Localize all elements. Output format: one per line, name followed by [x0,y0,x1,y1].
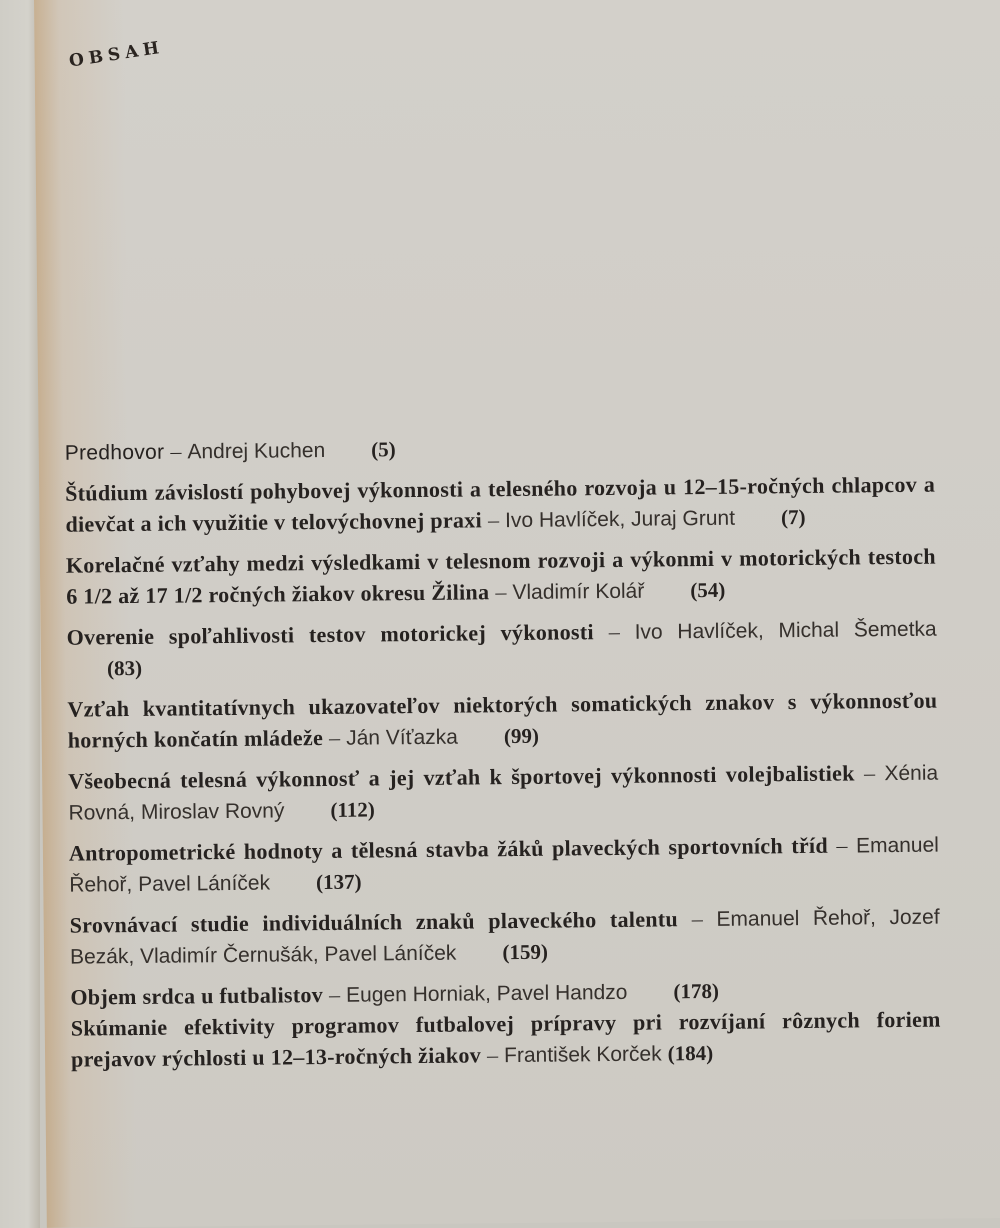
entry-authors: František Korček [503,1042,662,1068]
book-page [34,0,1000,1228]
toc-entry [71,1005,942,1076]
entry-separator: – [328,981,341,1007]
entry-authors: Ivo Havlíček, Juraj Grunt [504,506,736,533]
entry-authors: Xénia Rovná, Miroslav Rovný [68,761,939,825]
entry-title: Vzťah kvantitatívnych ukazovateľov niektorých somatických znakov s výkonnosťou horných končatín mládeže [67,687,938,753]
entry-title: Srovnávací studie individuálních znaků plaveckého talentu [69,906,679,938]
entry-authors: Eugen Horniak, Pavel Handzo [345,980,628,1007]
toc-entry [65,470,936,541]
entry-separator: – [836,832,848,858]
entry-page-number: (137) [315,869,362,895]
entry-separator: – [328,724,341,750]
entry-title: Objem srdca u futbalistov [70,982,324,1010]
entry-title: Overenie spoľahlivosti testov motorickej výkonosti [66,619,594,650]
toc-entry [68,758,939,829]
entry-separator: – [863,760,876,786]
entry-title: Všeobecná telesná výkonnosť a jej vzťah k športovej výkonnosti volejbalistiek [68,760,855,794]
entry-page-number: (83) [106,655,143,681]
entry-authors: Ján Víťazka [346,725,459,750]
entry-separator: – [170,438,182,464]
entry-page-number: (184) [667,1040,714,1066]
page-heading: OBSAH [67,37,166,72]
entry-authors: Emanuel Řehoř, Jozef Bezák, Vladimír Černušák, Pavel Láníček [69,905,940,969]
toc-entry [67,614,938,685]
entry-page-number: (178) [673,978,720,1004]
entry-separator: – [691,906,703,932]
entry-authors: Vladimír Kolář [512,579,645,605]
table-of-contents [65,429,942,1086]
entry-title: Skúmanie efektivity programov futbalovej prípravy pri rozvíjaní rôznych foriem prejavov rýchlosti u 12–13-ročných žiakov [70,1006,941,1072]
entry-separator: – [486,1042,499,1068]
entry-separator: – [608,618,620,645]
entry-separator: – [495,579,507,605]
entry-page-number: (54) [690,577,726,603]
entry-separator: – [487,507,500,533]
entry-authors: Andrej Kuchen [187,438,326,464]
entry-authors: Emanuel Řehoř, Pavel Láníček [69,833,940,897]
toc-entry [70,902,941,973]
entry-page-number: (5) [371,437,396,462]
entry-page-number: (159) [502,939,549,965]
entry-title: Korelačné vzťahy medzi výsledkami v telesnom rozvoji a výkonmi v motorických testoch 6 1/2 až 17 1/2 ročných žiakov okresu Žilina [65,543,937,609]
toc-entry [69,830,940,901]
entry-page-number: (112) [330,797,375,822]
entry-page-number: (99) [503,723,540,749]
toc-entry [66,542,937,613]
entry-page-number: (7) [780,504,806,530]
facing-page-edge [0,0,40,1228]
entry-authors: Ivo Havlíček, Michal Šemetka [634,617,937,644]
entry-title: Štúdium závislostí pohybovej výkonnosti a telesného rozvoja u 12–15-ročných chlapcov a dievčat a ich využitie v telovýchovnej praxi [65,471,936,537]
entry-title: Antropometrické hodnoty a tělesná stavba žáků plaveckých sportovních tříd [68,832,829,866]
entry-title: Predhovor [64,440,165,465]
toc-entry [65,429,935,469]
toc-entry [67,686,938,757]
